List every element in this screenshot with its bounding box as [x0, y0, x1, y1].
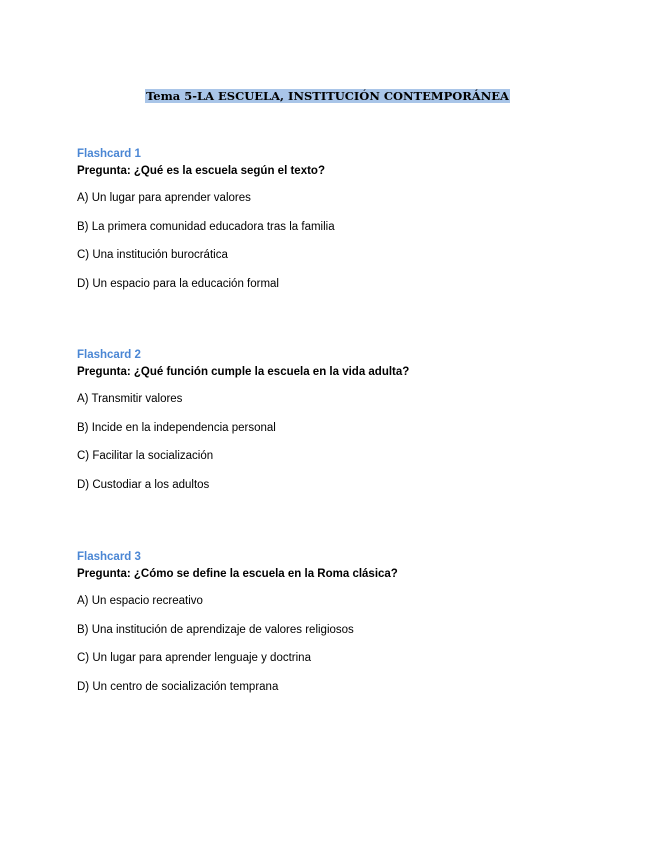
- option-c: C) Una institución burocrática: [77, 249, 228, 261]
- flashcard-options: [77, 594, 577, 694]
- flashcard-question: Pregunta: ¿Cómo se define la escuela en la Roma clásica?: [77, 568, 398, 580]
- flashcard-question: Pregunta: ¿Qué función cumple la escuela en la vida adulta?: [77, 366, 410, 378]
- option-b: B) Incide en la independencia personal: [77, 421, 276, 434]
- option-b: B) La primera comunidad educadora tras la familia: [77, 220, 335, 233]
- flashcard-label: Flashcard 2: [77, 349, 141, 361]
- option-d: D) Custodiar a los adultos: [77, 478, 210, 491]
- flashcard-3: [77, 550, 577, 694]
- option-a: A) Transmitir valores: [77, 393, 183, 405]
- document-title-text: Tema 5-LA ESCUELA, INSTITUCIÓN CONTEMPORÁNEA: [146, 89, 509, 103]
- option-d: D) Un centro de socialización temprana: [77, 680, 279, 693]
- document-title: [0, 88, 655, 104]
- flashcard-2: [77, 348, 577, 492]
- option-a: A) Un lugar para aprender valores: [77, 192, 251, 204]
- flashcard-1: [77, 147, 577, 291]
- option-d: D) Un espacio para la educación formal: [77, 277, 279, 290]
- flashcard-options: [77, 191, 577, 291]
- flashcard-options: [77, 392, 577, 492]
- option-b: B) Una institución de aprendizaje de valores religiosos: [77, 623, 354, 636]
- option-a: A) Un espacio recreativo: [77, 595, 203, 607]
- flashcard-label: Flashcard 3: [77, 551, 141, 563]
- flashcard-question: Pregunta: ¿Qué es la escuela según el texto?: [77, 165, 325, 177]
- option-c: C) Facilitar la socialización: [77, 450, 214, 462]
- option-c: C) Un lugar para aprender lenguaje y doctrina: [77, 652, 311, 664]
- flashcard-label: Flashcard 1: [77, 148, 141, 160]
